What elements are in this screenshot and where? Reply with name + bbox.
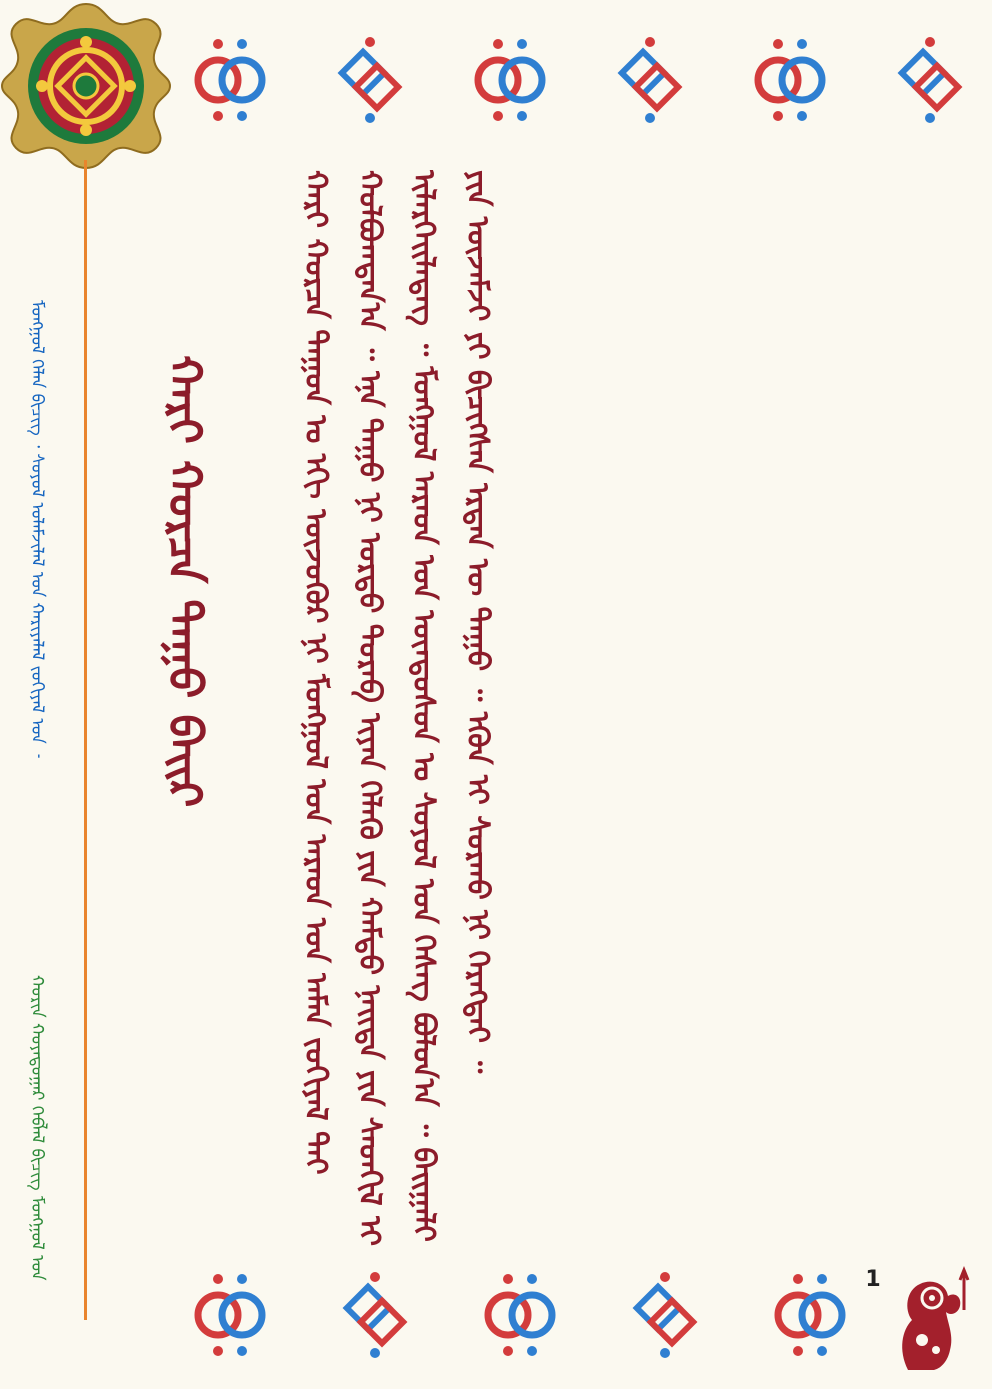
knot-ornament-icon — [470, 1265, 570, 1365]
knot-ornament-icon — [740, 30, 840, 130]
knot-ornament-icon — [615, 1265, 715, 1365]
medallion-ornament-icon — [0, 0, 172, 172]
knot-ornament-icon — [600, 30, 700, 130]
ornament-row-top — [180, 25, 980, 135]
footer-line: ᠬᠣᠷᠢᠨ ᠬᠣᠶᠠᠳᠤᠭᠠᠷ ᠬᠡᠪᠯᠡᠯ ᠪᠢᠴᠢᠭ ᠮᠣᠩᠭᠣᠯ ᠤᠨ — [27, 975, 47, 1281]
knot-ornament-icon — [320, 30, 420, 130]
body-paragraph: ᠬᠠᠷᠢ ᠬᠤᠷᠴᠠ ᠳᠠᠭᠤᠨ ᠤ ᠡᠬᠢ ᠦᠵᠦᠭᠦᠷ ᠨᠢ ᠮᠣᠩᠭᠣᠯ ᠤᠨ ᠠᠷᠠᠳ ᠤᠨ ᠠᠮᠠᠨ ᠵᠣᠬᠢᠶᠠᠯ ᠲᠠᠢ ᠬᠣᠯᠪᠣᠭᠳᠠᠨ᠎ᠠ ᠃ ᠡᠨᠡ ᠳᠠᠭᠤ ᠨᠢ ᠤᠷᠲᠤ ᠳᠤᠷᠠᠪ ᠢᠶᠠᠨ ᠬᠡᠯᠡᠬᠦ ᠶᠢᠨ ᠬᠠᠮᠲᠤ ᠨᠡᠢᠲᠡ ᠶᠢᠨ ᠰᠡᠳᠬᠢᠯ ᠢ ᠢᠯᠡᠷᠬᠡᠢᠯᠡᠳᠡᠭ ᠃ ᠮᠣᠩᠭᠣᠯ ᠠᠷᠠᠳ ᠤᠨ ᠦᠨᠳᠦᠰᠦᠨ ᠤ ᠰᠣᠶᠣᠯ ᠤᠨ ᠬᠡᠰᠡᠭ ᠪᠣᠯᠤᠨ᠎ᠠ ᠃ ᠪᠠᠢᠭᠠᠯᠢ ᠶᠢᠨ ᠦᠵᠡᠮᠵᠢ ᠶᠢ ᠪᠢᠴᠢᠭᠰᠡᠨ ᠡᠷᠲᠡᠨ ᠦ ᠳᠠᠭᠤ ᠃ ᠡᠭᠦᠨ ᠢ ᠰᠤᠷᠬᠤ ᠨᠢ ᠬᠡᠷᠡᠭᠲᠡᠢ ᠃ — [298, 170, 495, 1246]
knot-ornament-icon — [880, 30, 980, 130]
knot-ornament-icon — [760, 1265, 860, 1365]
knot-ornament-icon — [180, 1265, 280, 1365]
body-text — [288, 170, 978, 1250]
ram-mascot-icon — [888, 1250, 978, 1380]
page-title: ᠬᠠᠷᠢ ᠬᠤᠷᠴᠠ ᠳᠠᠭᠤ ᠪᠠᠢᠷ — [158, 355, 212, 808]
page-number: 1 — [865, 1267, 881, 1292]
ornament-row-bottom — [180, 1260, 860, 1370]
knot-ornament-icon — [325, 1265, 425, 1365]
knot-ornament-icon — [460, 30, 560, 130]
header-line: ᠮᠣᠩᠭᠣᠯ ᠬᠡᠯᠡᠨ ᠪᠢᠴᠢᠭ᠌ ᠂ ᠰᠣᠶᠣᠯ ᠤᠯᠠᠮᠵᠢᠯᠠᠯ ᠤᠨ ᠬᠠᠷᠢᠶᠠᠯᠠᠯ ᠵᠣᠬᠢᠶᠠᠯ ᠣᠨ ᠋ ᠊ — [27, 300, 47, 758]
margin-rule — [84, 160, 87, 1320]
knot-ornament-icon — [180, 30, 280, 130]
